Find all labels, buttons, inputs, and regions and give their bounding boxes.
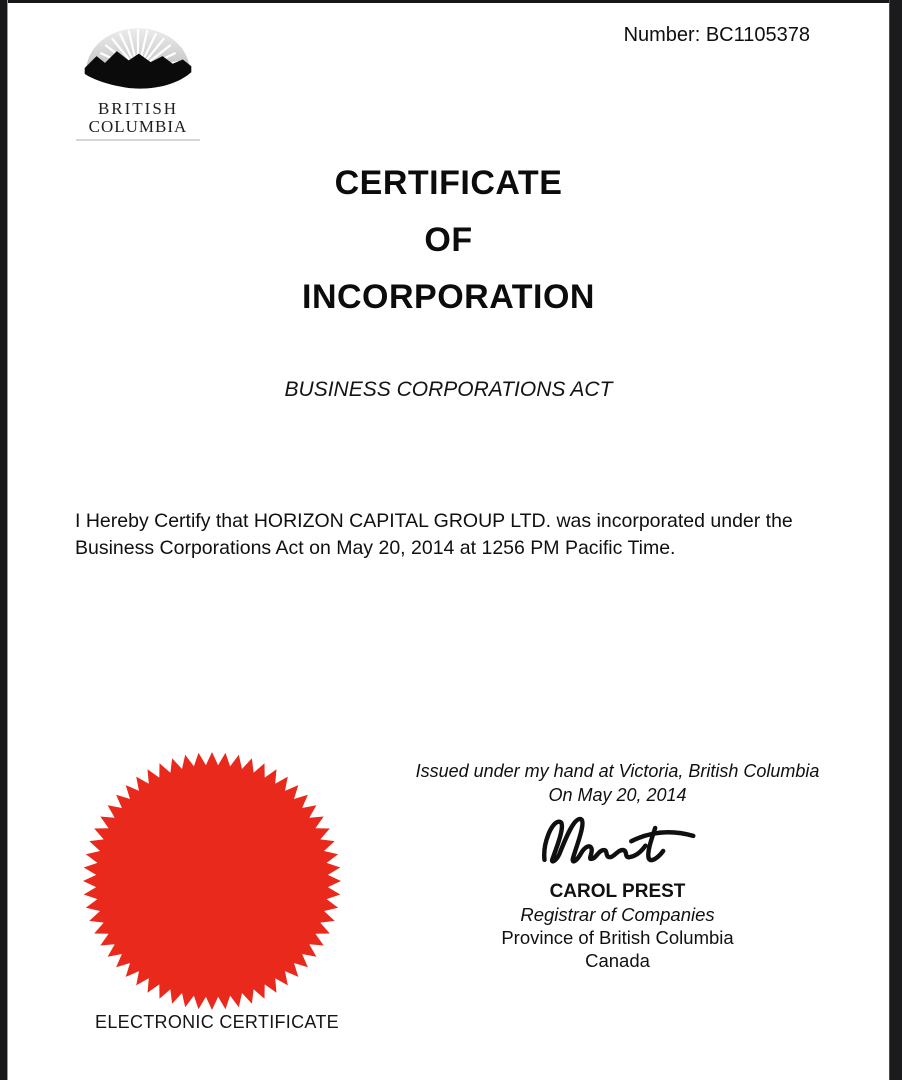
issued-line-1: Issued under my hand at Victoria, British Columbia <box>415 761 820 781</box>
issued-line-2: On May 20, 2014 <box>548 785 687 805</box>
act-subtitle: BUSINESS CORPORATIONS ACT <box>284 378 613 401</box>
registrar-name: CAROL PREST <box>549 881 686 902</box>
certificate-title <box>8 166 889 337</box>
title-line-1: CERTIFICATE <box>334 164 563 202</box>
registrar-signature-icon <box>395 812 840 874</box>
red-seal-icon <box>83 752 341 1010</box>
registrar-region: Province of British Columbia <box>501 927 734 948</box>
registrar-country: Canada <box>585 950 650 971</box>
screen-edge-left <box>0 0 8 1080</box>
title-line-2: OF <box>424 221 473 259</box>
certificate-number <box>624 24 810 47</box>
logo-text-british: BRITISH <box>97 99 179 118</box>
logo-underline <box>76 139 200 141</box>
issuance-block <box>395 759 840 972</box>
red-seal-shape <box>83 752 341 1010</box>
certificate-number-value: BC1105378 <box>705 24 810 46</box>
registrar-title: Registrar of Companies <box>520 904 715 925</box>
certificate-number-label: Number: <box>623 24 701 46</box>
logo-text-columbia: COLUMBIA <box>88 116 188 136</box>
certification-statement: I Hereby Certify that HORIZON CAPITAL GROUP LTD. was incorporated under the Business Corporations Act on May 20, 2014 at 1256 PM Pacific Time. <box>75 510 793 559</box>
screen-edge-top <box>0 0 902 3</box>
title-line-3: INCORPORATION <box>302 278 595 316</box>
bc-sunrise-mountains-icon <box>64 16 212 98</box>
bc-government-logo <box>64 16 212 141</box>
screen-edge-right <box>889 0 902 1080</box>
seal-caption: ELECTRONIC CERTIFICATE <box>95 1012 339 1032</box>
